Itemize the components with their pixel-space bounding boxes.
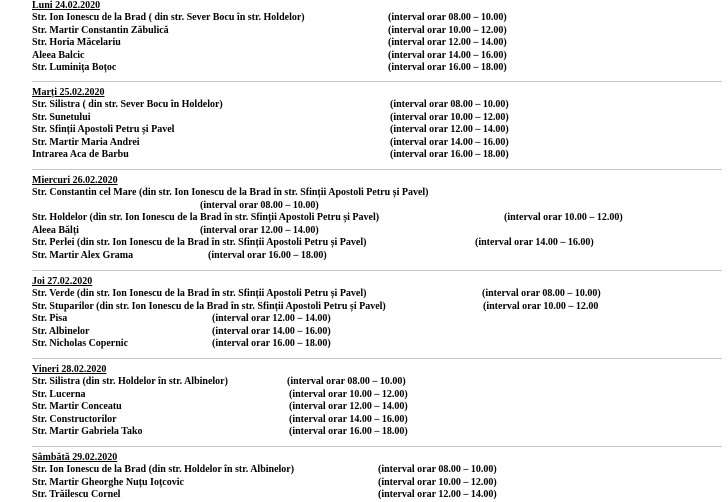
time-interval: (interval orar 12.00 – 14.00) <box>390 124 509 136</box>
street-name: Str. Martir Maria Andrei <box>32 136 140 148</box>
list-item <box>32 12 722 25</box>
street-name: Str. Ion Ionescu de la Brad (din str. Holdelor în str. Albinelor) <box>32 464 295 475</box>
list-item <box>32 149 722 162</box>
list-item <box>32 376 722 389</box>
list-item <box>32 237 722 250</box>
list-item <box>32 137 722 150</box>
list-item <box>32 426 722 439</box>
time-interval: (interval orar 14.00 – 16.00) <box>390 136 509 148</box>
day-section-saturday <box>32 451 722 502</box>
list-item <box>32 37 722 50</box>
street-name: Str. Luminița Boțoc <box>32 62 117 74</box>
list-item <box>32 212 722 225</box>
day-heading: Miercuri 26.02.2020 <box>32 175 118 186</box>
list-item <box>32 414 722 427</box>
time-interval: (interval orar 08.00 – 10.00) <box>378 464 497 475</box>
time-interval: (interval orar 12.00 – 14.00) <box>388 37 507 49</box>
street-name: Intrarea Aca de Barbu <box>32 149 129 161</box>
section-divider <box>32 358 722 359</box>
list-item <box>32 338 722 351</box>
time-interval: (interval orar 16.00 – 18.00) <box>212 338 331 350</box>
time-interval: (interval orar 12.00 – 14.00) <box>378 489 497 501</box>
street-name: Str. Martir Gheorghe Nuțu Ioțcovic <box>32 476 184 488</box>
section-divider <box>32 81 722 82</box>
list-item <box>32 288 722 301</box>
section-divider <box>32 169 722 170</box>
day-section-friday <box>32 363 722 439</box>
time-interval: (interval orar 10.00 – 12.00) <box>388 24 507 36</box>
day-heading: Luni 24.02.2020 <box>32 0 101 11</box>
street-name: Str. Martir Constantin Zăbulică <box>32 24 169 36</box>
street-name: Aleea Balcic <box>32 49 85 61</box>
street-name: Str. Constructorilor <box>32 413 117 425</box>
section-divider <box>32 446 722 447</box>
street-name: Str. Sfinții Apostoli Petru și Pavel <box>32 124 175 136</box>
time-interval: (interval orar 10.00 – 12.00) <box>504 212 623 224</box>
list-item <box>32 25 722 38</box>
time-interval: (interval orar 10.00 – 12.00) <box>378 476 497 488</box>
time-interval: (interval orar 08.00 – 10.00) <box>390 99 509 110</box>
street-name: Str. Lucerna <box>32 388 86 400</box>
list-item <box>32 477 722 490</box>
day-section-wednesday <box>32 174 722 263</box>
street-name: Str. Perlei (din str. Ion Ionescu de la Brad în str. Sfinții Apostoli Petru și Pavel) <box>32 237 367 249</box>
list-item <box>32 464 722 477</box>
list-item <box>32 225 722 238</box>
time-interval: (interval orar 16.00 – 18.00) <box>390 149 509 161</box>
street-name: Str. Verde (din str. Ion Ionescu de la Brad în str. Sfinții Apostoli Petru și Pavel) <box>32 288 367 299</box>
time-interval: (interval orar 12.00 – 14.00) <box>289 401 408 413</box>
section-divider <box>32 270 722 271</box>
time-interval: (interval orar 14.00 – 16.00) <box>388 49 507 61</box>
day-heading: Marți 25.02.2020 <box>32 87 105 98</box>
time-interval: (interval orar 12.00 – 14.00) <box>212 313 331 325</box>
street-name: Str. Martir Alex Grama <box>32 249 134 261</box>
day-section-tuesday <box>32 86 722 162</box>
list-item <box>32 326 722 339</box>
time-interval: (interval orar 08.00 – 10.00) <box>482 288 601 299</box>
day-heading: Joi 27.02.2020 <box>32 276 93 287</box>
street-name: Str. Silistra ( din str. Sever Bocu în Holdelor) <box>32 99 223 110</box>
list-item <box>32 389 722 402</box>
street-name: Aleea Bălți <box>32 224 79 236</box>
street-name: Str. Martir Gabriela Tako <box>32 426 143 438</box>
time-interval: (interval orar 14.00 – 16.00) <box>212 325 331 337</box>
list-item <box>32 50 722 63</box>
list-item <box>32 99 722 112</box>
list-item <box>32 200 722 213</box>
list-item <box>32 301 722 314</box>
street-name: Str. Ion Ionescu de la Brad ( din str. Sever Bocu în str. Holdelor) <box>32 12 305 23</box>
list-item <box>32 401 722 414</box>
street-name: Str. Stuparilor (din str. Ion Ionescu de la Brad în str. Sfinții Apostoli Petru și Pavel) <box>32 300 386 312</box>
day-section-thursday <box>32 275 722 351</box>
street-name: Str. Holdelor (din str. Ion Ionescu de la Brad în str. Sfinții Apostoli Petru și Pavel) <box>32 212 380 224</box>
list-item <box>32 313 722 326</box>
time-interval: (interval orar 16.00 – 18.00) <box>388 62 507 74</box>
street-name: Str. Trăilescu Cornel <box>32 489 121 501</box>
day-section-monday <box>32 0 722 75</box>
list-item <box>32 62 722 75</box>
time-interval: (interval orar 14.00 – 16.00) <box>289 413 408 425</box>
list-item <box>32 124 722 137</box>
list-item <box>32 250 722 263</box>
street-name: Str. Sunetului <box>32 111 91 123</box>
street-name: Str. Pisa <box>32 313 68 325</box>
street-name: Str. Martir Conceatu <box>32 401 122 413</box>
list-item <box>32 112 722 125</box>
day-heading: Vineri 28.02.2020 <box>32 364 107 375</box>
time-interval: (interval orar 12.00 – 14.00) <box>200 224 319 236</box>
time-interval: (interval orar 16.00 – 18.00) <box>289 426 408 438</box>
street-name: Str. Nicholas Copernic <box>32 338 129 350</box>
street-name: Str. Silistra (din str. Holdelor în str. Albinelor) <box>32 376 228 387</box>
street-name: Str. Horia Măcelariu <box>32 37 121 49</box>
time-interval: (interval orar 16.00 – 18.00) <box>208 249 327 261</box>
time-interval: (interval orar 10.00 – 12.00 <box>483 300 599 312</box>
time-interval: (interval orar 10.00 – 12.00) <box>289 388 408 400</box>
time-interval: (interval orar 08.00 – 10.00) <box>287 376 406 387</box>
time-interval: (interval orar 14.00 – 16.00) <box>475 237 594 249</box>
day-heading: Sâmbătă 29.02.2020 <box>32 452 118 463</box>
time-interval: (interval orar 08.00 – 10.00) <box>200 199 319 211</box>
street-name: Str. Constantin cel Mare (din str. Ion Ionescu de la Brad în str. Sfinții Apostoli Petru și Pavel) <box>32 187 429 198</box>
list-item <box>32 187 722 200</box>
time-interval: (interval orar 10.00 – 12.00) <box>390 111 509 123</box>
time-interval: (interval orar 08.00 – 10.00) <box>388 12 507 23</box>
street-name: Str. Albinelor <box>32 325 90 337</box>
